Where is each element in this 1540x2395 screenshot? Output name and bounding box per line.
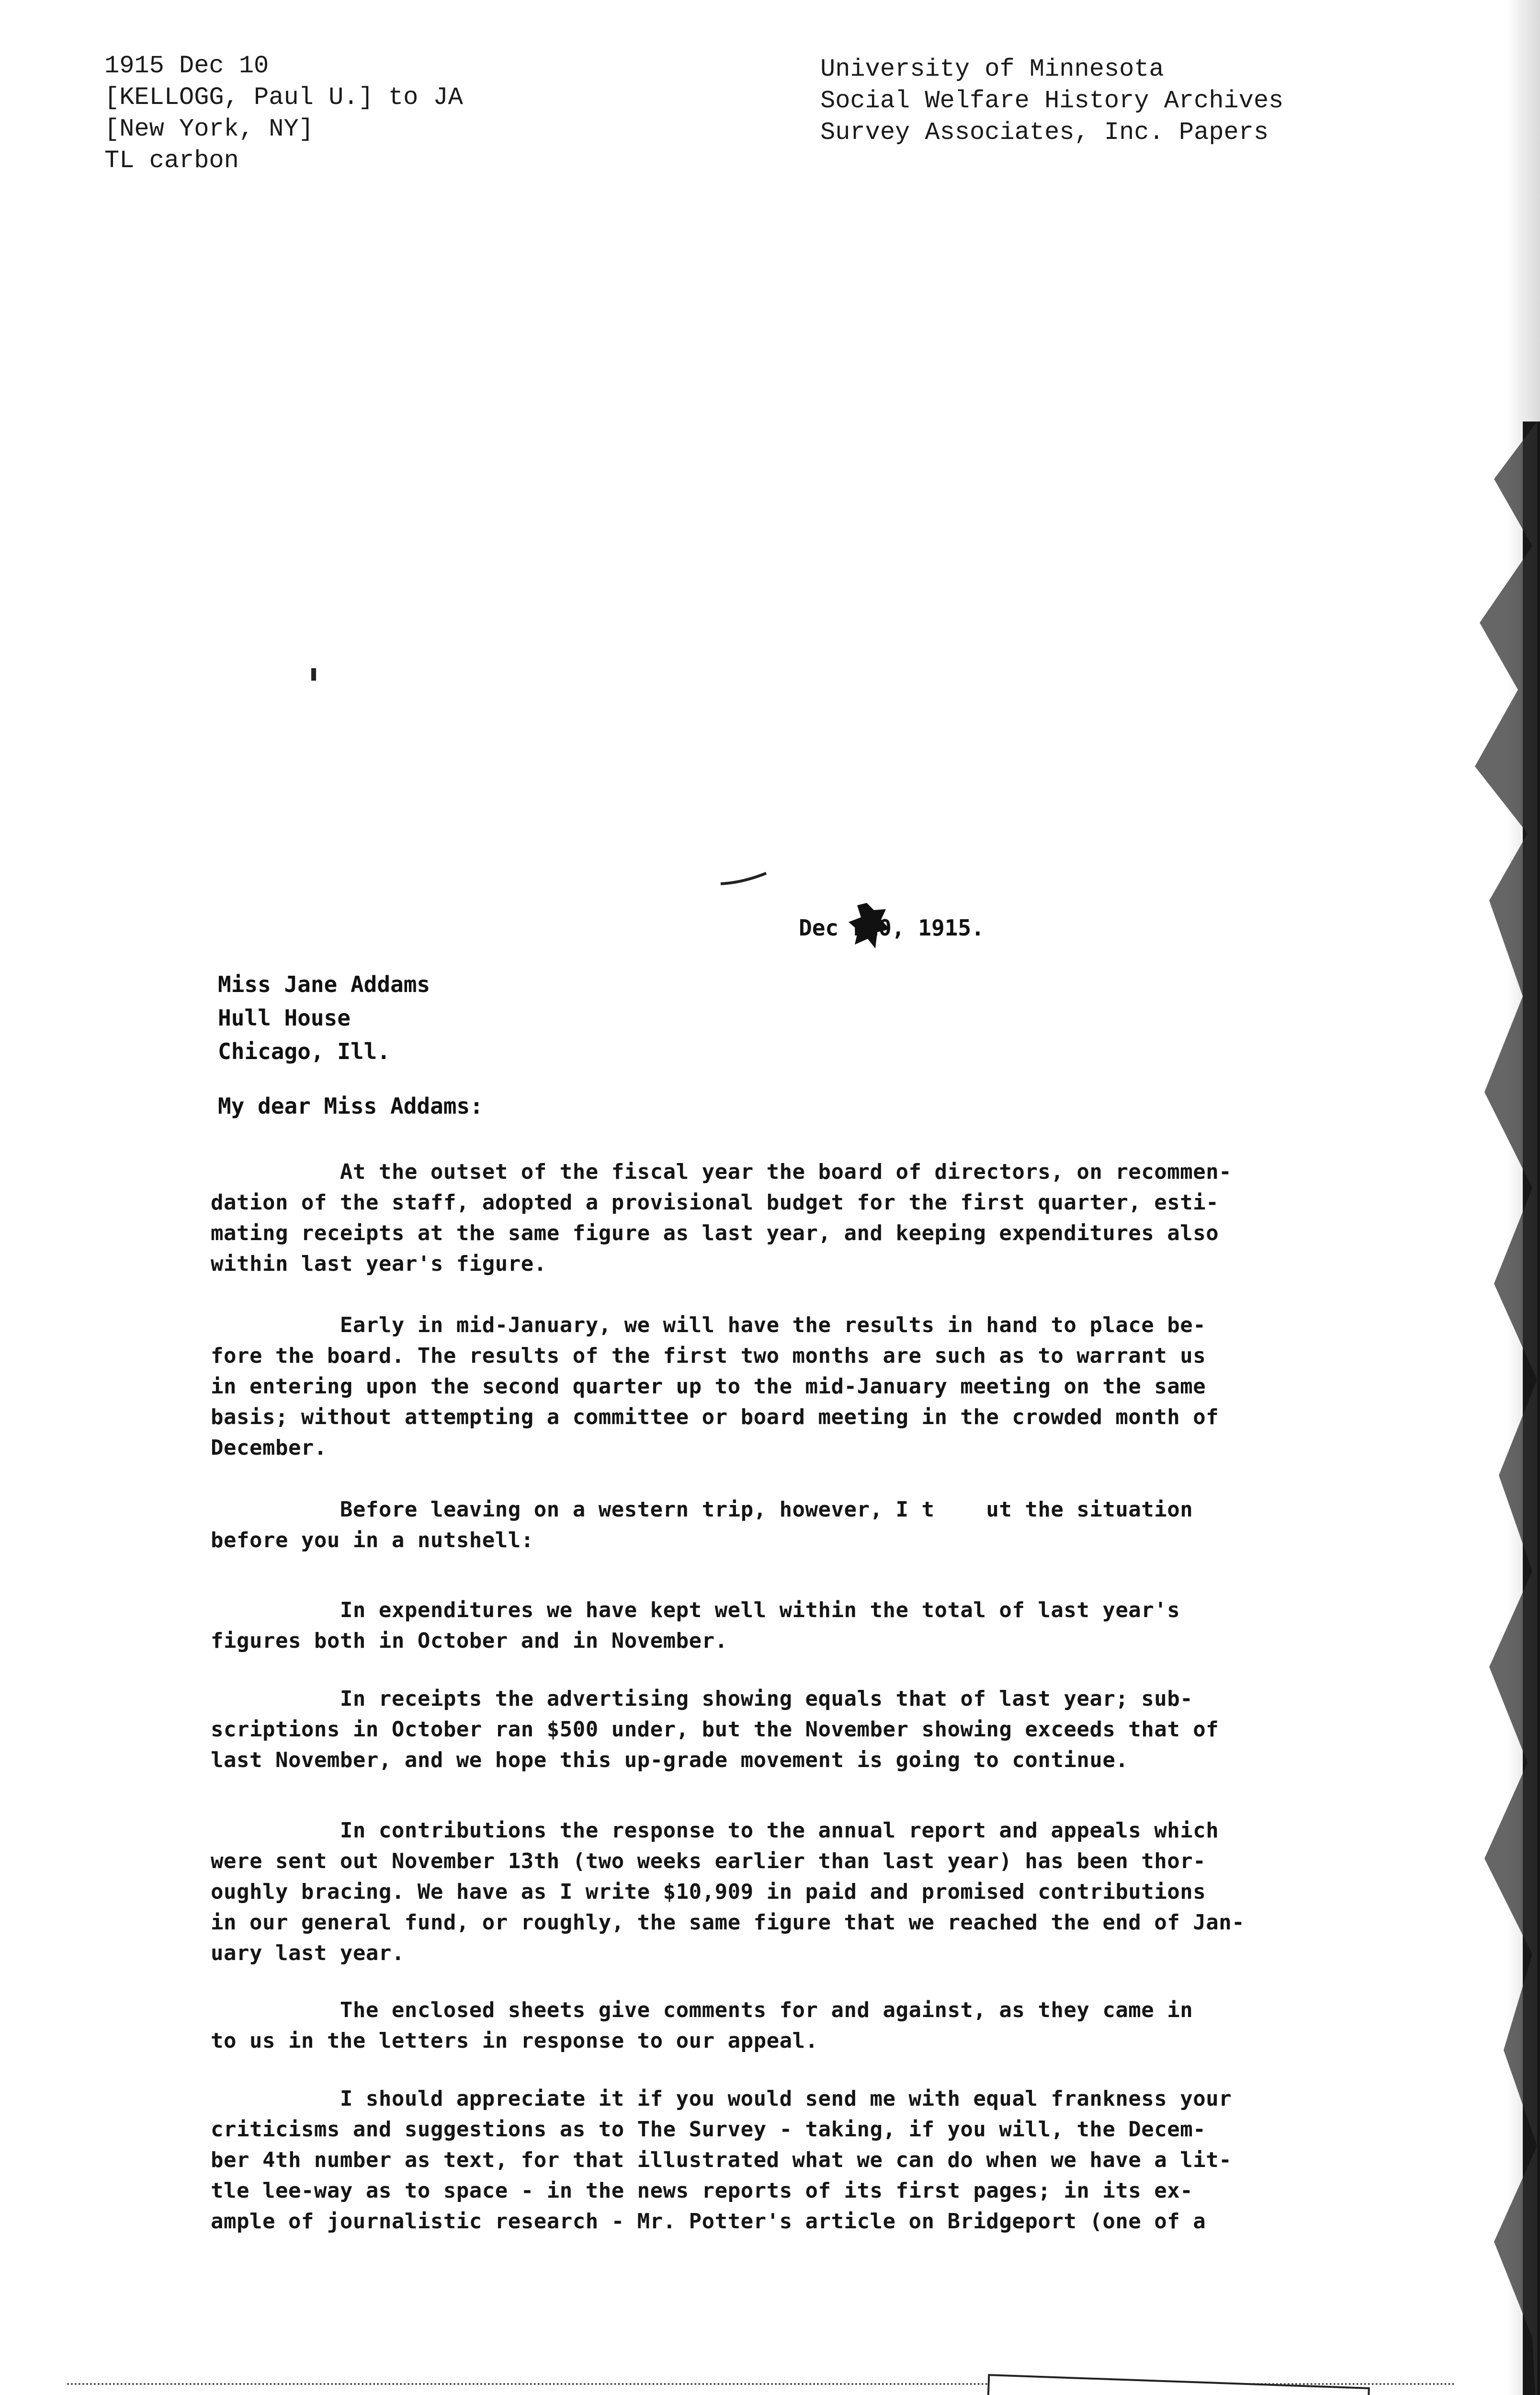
letter-date: Dec r10, 1915. xyxy=(799,915,985,941)
text-line: I should appreciate it if you would send me with equal frankness your xyxy=(211,2087,1232,2111)
text-line: basis; without attempting a committee or board meeting in the crowded month of xyxy=(211,1405,1219,1429)
text-line: ber 4th number as text, for that illustrated what we can do when we have a lit- xyxy=(211,2148,1232,2172)
text-line: dation of the staff, adopted a provisional budget for the first quarter, esti- xyxy=(211,1190,1219,1215)
speck xyxy=(311,668,316,681)
text-line: figures both in October and in November. xyxy=(211,1629,728,1653)
text-line: fore the board. The results of the first two months are such as to warrant us xyxy=(211,1344,1206,1368)
paragraph-contributions xyxy=(211,1815,1355,1969)
text-line: in entering upon the second quarter up to the mid-January meeting on the same xyxy=(211,1374,1206,1399)
text-line: At the outset of the fiscal year the board of directors, on recommen- xyxy=(211,1160,1232,1184)
text-line: In expenditures we have kept well within the total of last year's xyxy=(211,1598,1180,1622)
text-line: ample of journalistic research - Mr. Potter's article on Bridgeport (one of a xyxy=(211,2209,1206,2234)
citation-correspondents: [KELLOGG, Paul U.] to JA xyxy=(104,83,463,112)
citation-type: TL carbon xyxy=(104,147,239,175)
text-line: mating receipts at the same figure as last year, and keeping expenditures also xyxy=(211,1221,1219,1245)
text-line: In contributions the response to the annual report and appeals which xyxy=(211,1818,1219,1843)
citation-place: [New York, NY] xyxy=(104,115,314,143)
text-line: before you in a nutshell: xyxy=(211,1528,534,1552)
salutation: My dear Miss Addams: xyxy=(218,1093,483,1119)
source-collection: Survey Associates, Inc. Papers xyxy=(820,118,1269,147)
text-line: Before leaving on a western trip, however, I t ut the situation xyxy=(211,1497,1193,1522)
text-line: to us in the letters in response to our appeal. xyxy=(211,2029,818,2053)
text-line: In receipts the advertising showing equals that of last year; sub- xyxy=(211,1687,1193,1711)
paragraph-western-trip xyxy=(211,1494,1355,1556)
paragraph-receipts xyxy=(211,1684,1355,1776)
paragraph-enclosed-sheets xyxy=(211,1995,1355,2056)
text-line: oughly bracing. We have as I write $10,909 in paid and promised contributions xyxy=(211,1880,1206,1904)
text-line: The enclosed sheets give comments for and against, as they came in xyxy=(211,1998,1193,2022)
source-institution: University of Minnesota xyxy=(820,55,1164,83)
archive-source xyxy=(820,54,1283,148)
paragraph-budget xyxy=(211,1157,1355,1279)
text-line: last November, and we hope this up-grade movement is going to continue. xyxy=(211,1748,1129,1772)
archive-citation xyxy=(104,50,463,177)
pen-mark xyxy=(718,869,771,889)
citation-date: 1915 Dec 10 xyxy=(104,52,269,80)
source-archive: Social Welfare History Archives xyxy=(820,87,1284,115)
text-line: December. xyxy=(211,1436,327,1460)
text-line: within last year's figure. xyxy=(211,1252,547,1276)
recipient-name: Miss Jane Addams xyxy=(218,971,430,997)
paragraph-expenditures xyxy=(211,1595,1355,1656)
text-line: in our general fund, or roughly, the same figure that we reached the end of Jan- xyxy=(211,1910,1245,1935)
paragraph-criticisms xyxy=(211,2084,1355,2237)
right-edge-darkening xyxy=(1506,0,1540,2395)
text-line: tle lee-way as to space - in the news reports of its first pages; in its ex- xyxy=(211,2178,1193,2203)
recipient-address xyxy=(218,968,430,1068)
paragraph-mid-january xyxy=(211,1310,1355,1463)
text-line: were sent out November 13th (two weeks earlier than last year) has been thor- xyxy=(211,1849,1206,1873)
text-line: criticisms and suggestions as to The Survey - taking, if you will, the Decem- xyxy=(211,2117,1206,2142)
recipient-street: Hull House xyxy=(218,1005,351,1031)
recipient-city: Chicago, Ill. xyxy=(218,1038,391,1064)
text-line: Early in mid-January, we will have the results in hand to place be- xyxy=(211,1313,1206,1337)
text-line: uary last year. xyxy=(211,1941,405,1965)
text-line: scriptions in October ran $500 under, but the November showing exceeds that of xyxy=(211,1717,1219,1742)
